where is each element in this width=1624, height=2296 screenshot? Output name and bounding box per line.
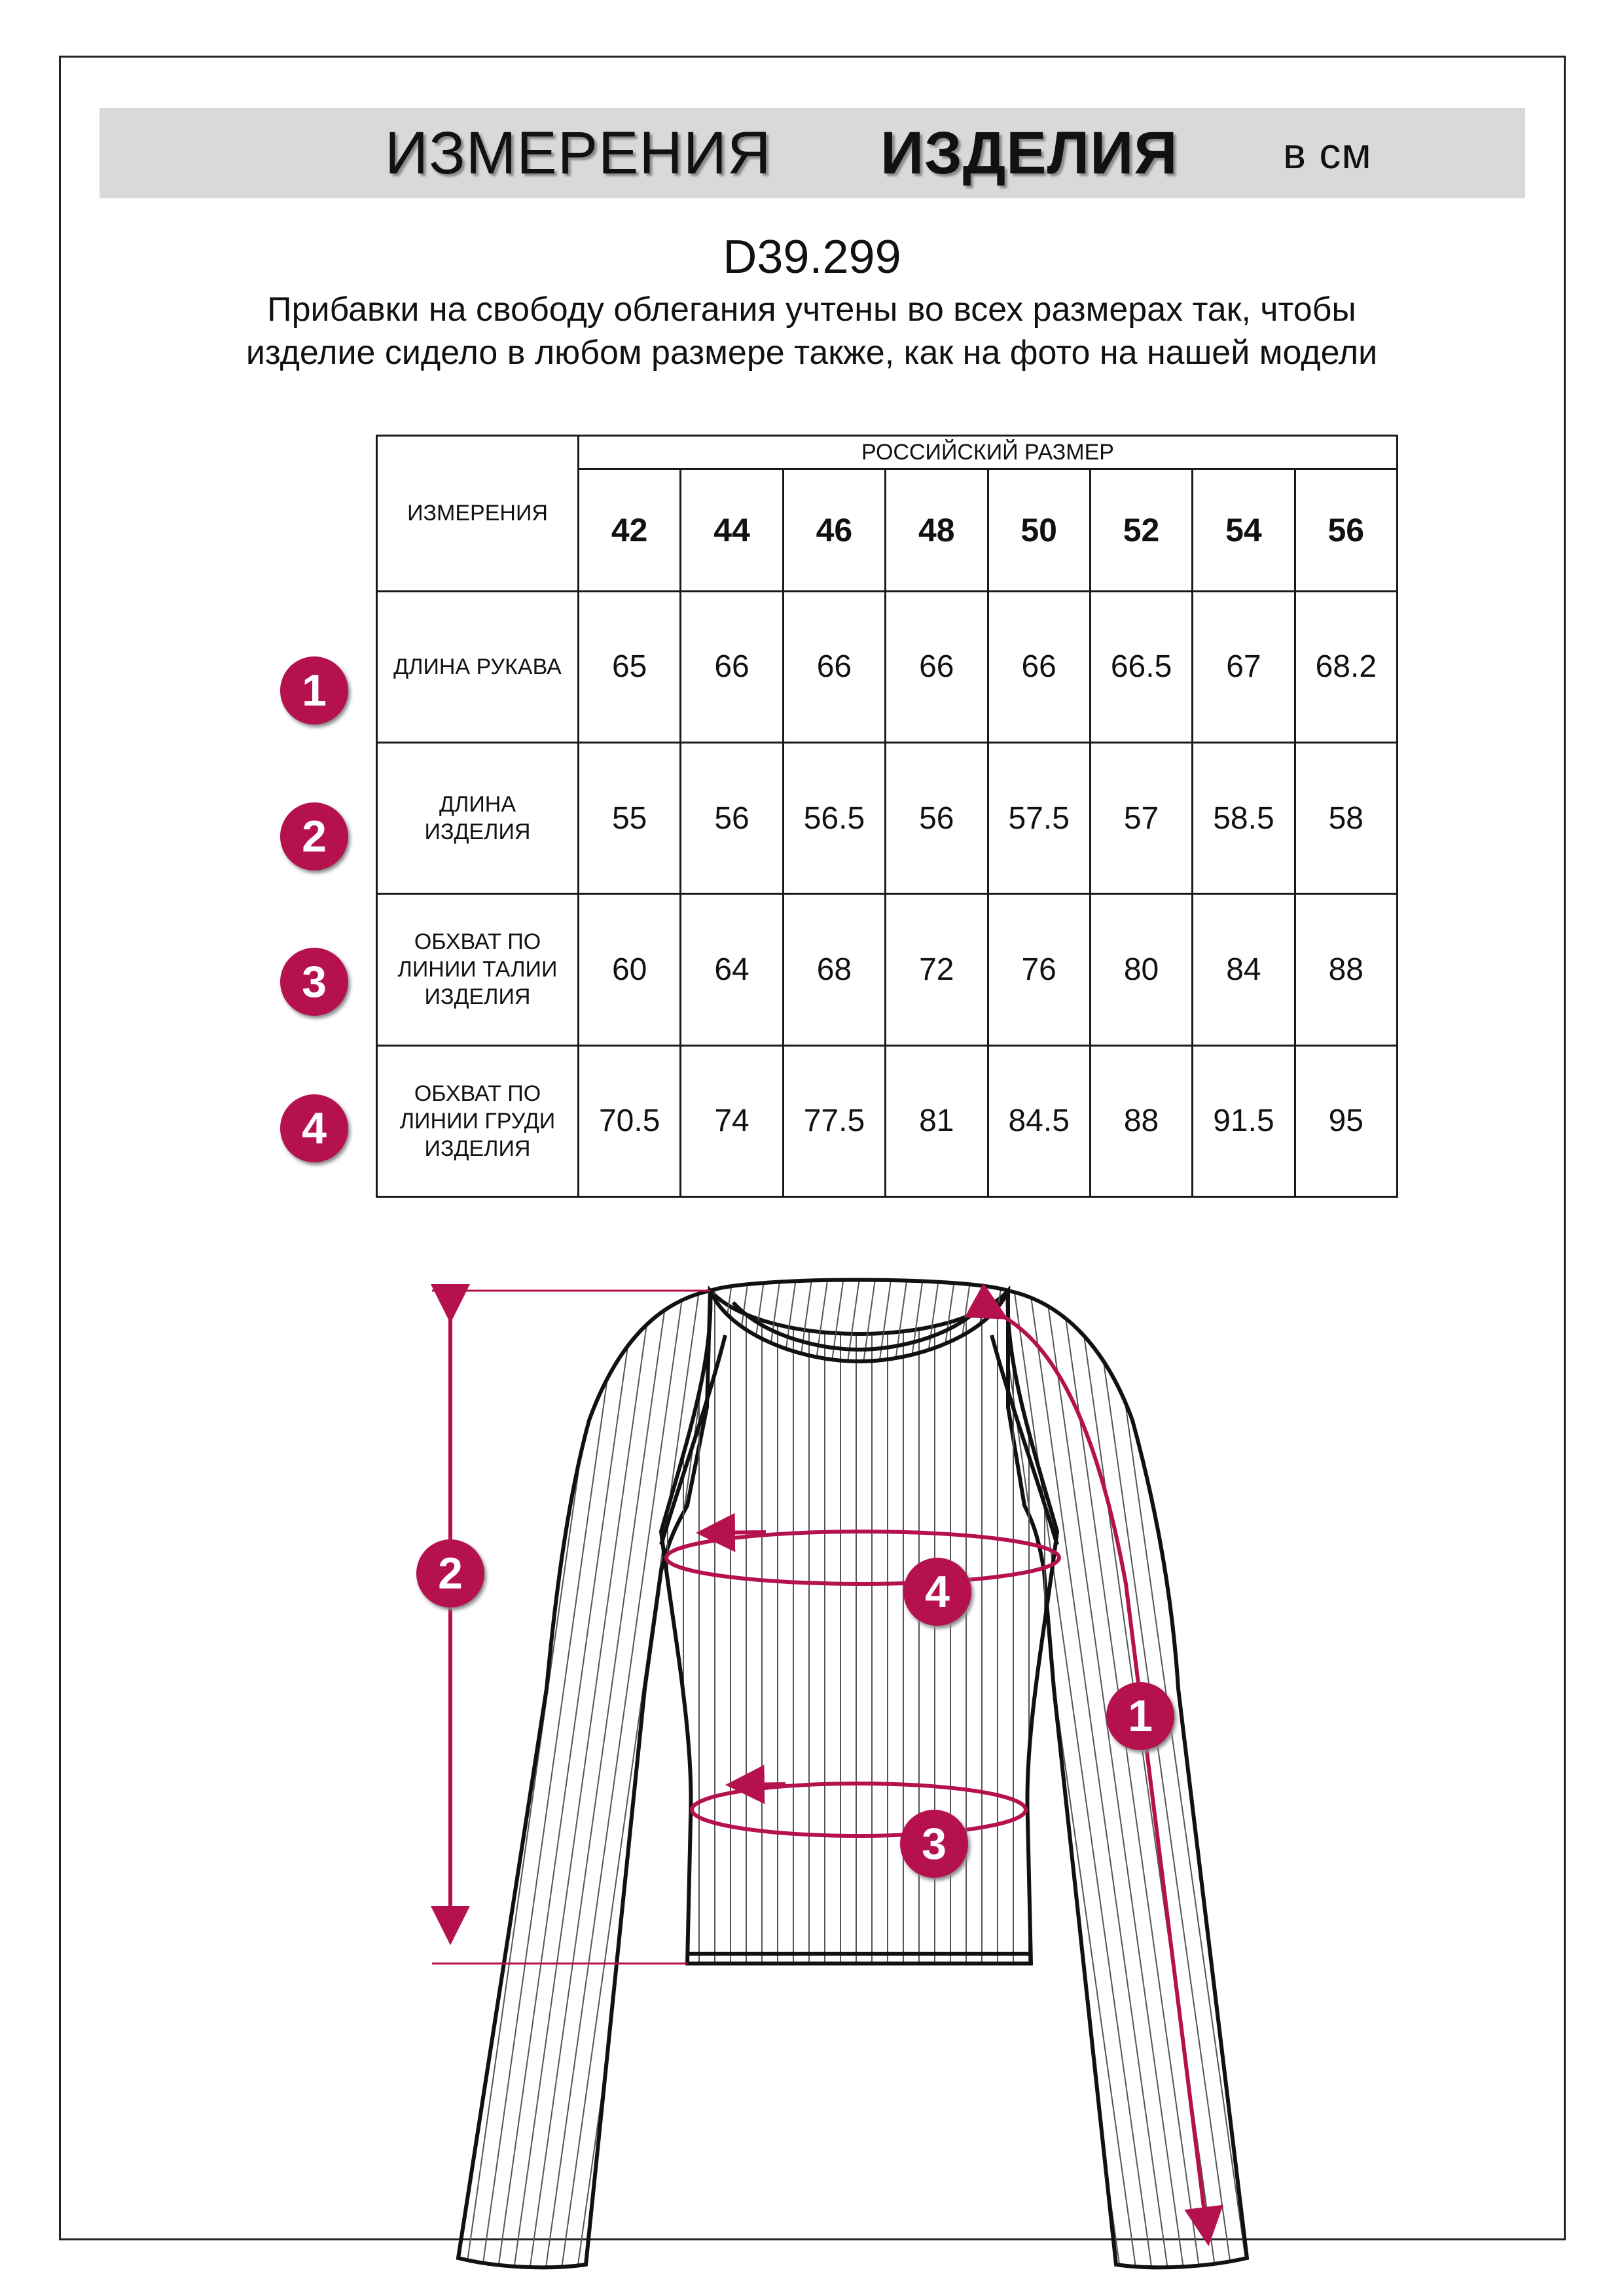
table-cell: 56.5	[783, 742, 885, 893]
sweater-body	[661, 1291, 1057, 1964]
table-cell: 60	[579, 894, 681, 1045]
table-cell: 74	[681, 1045, 783, 1196]
table-cell: 84.5	[988, 1045, 1090, 1196]
table-cell: 66	[783, 591, 885, 742]
size-header: 48	[886, 469, 988, 592]
diagram-marker-2: 2	[416, 1539, 484, 1607]
row-label-waist-girth: ОБХВАТ ПО ЛИНИИ ТАЛИИ ИЗДЕЛИЯ	[377, 894, 579, 1045]
table-cell: 68.2	[1295, 591, 1397, 742]
size-header: 56	[1295, 469, 1397, 592]
fit-note: Прибавки на свободу облегания учтены во всех размерах так, чтобы изделие сидело в любом размере также, как на фото на нашей модели	[245, 291, 1378, 372]
table-cell: 65	[579, 591, 681, 742]
table-cell: 55	[579, 742, 681, 893]
size-system-header: РОССИЙСКИЙ РАЗМЕР	[579, 436, 1398, 469]
size-header: 42	[579, 469, 681, 592]
row-badge-1: 1	[280, 656, 348, 725]
row-label-garment-length: ДЛИНА ИЗДЕЛИЯ	[377, 742, 579, 893]
measure-header-cell: ИЗМЕРЕНИЯ	[377, 436, 579, 592]
row-badge-4: 4	[280, 1094, 348, 1162]
size-header: 50	[988, 469, 1090, 592]
table-cell: 66	[988, 591, 1090, 742]
table-cell: 88	[1295, 894, 1397, 1045]
table-cell: 66.5	[1090, 591, 1192, 742]
table-cell: 70.5	[579, 1045, 681, 1196]
table-cell: 66	[681, 591, 783, 742]
table-cell: 58	[1295, 742, 1397, 893]
table-cell: 56	[681, 742, 783, 893]
table-cell: 76	[988, 894, 1090, 1045]
table-cell: 57	[1090, 742, 1192, 893]
table-cell: 64	[681, 894, 783, 1045]
row-label-chest-girth: ОБХВАТ ПО ЛИНИИ ГРУДИ ИЗДЕЛИЯ	[377, 1045, 579, 1196]
header-title-measurements: ИЗМЕРЕНИЯ	[385, 120, 772, 187]
table-cell: 77.5	[783, 1045, 885, 1196]
right-sleeve	[1008, 1291, 1247, 2267]
header-title-product: ИЗДЕЛИЯ	[880, 120, 1178, 187]
size-header: 54	[1193, 469, 1295, 592]
size-header: 52	[1090, 469, 1192, 592]
table-cell: 80	[1090, 894, 1192, 1045]
table-cell: 84	[1193, 894, 1295, 1045]
table-cell: 72	[886, 894, 988, 1045]
table-cell: 58.5	[1193, 742, 1295, 893]
row-label-sleeve-length: ДЛИНА РУКАВА	[377, 591, 579, 742]
diagram-marker-3: 3	[900, 1810, 968, 1878]
row-badge-3: 3	[280, 948, 348, 1016]
table-cell: 88	[1090, 1045, 1192, 1196]
left-sleeve	[458, 1291, 710, 2267]
diagram-marker-1: 1	[1106, 1682, 1174, 1750]
table-cell: 66	[886, 591, 988, 742]
table-cell: 67	[1193, 591, 1295, 742]
table-cell: 56	[886, 742, 988, 893]
diagram-marker-4: 4	[903, 1558, 971, 1626]
table-cell: 91.5	[1193, 1045, 1295, 1196]
product-code: D39.299	[723, 231, 901, 283]
table-cell: 57.5	[988, 742, 1090, 893]
header-unit: в см	[1283, 129, 1372, 177]
size-header: 46	[783, 469, 885, 592]
row-badge-2: 2	[280, 802, 348, 870]
table-cell: 81	[886, 1045, 988, 1196]
size-header: 44	[681, 469, 783, 592]
table-cell: 95	[1295, 1045, 1397, 1196]
table-cell: 68	[783, 894, 885, 1045]
